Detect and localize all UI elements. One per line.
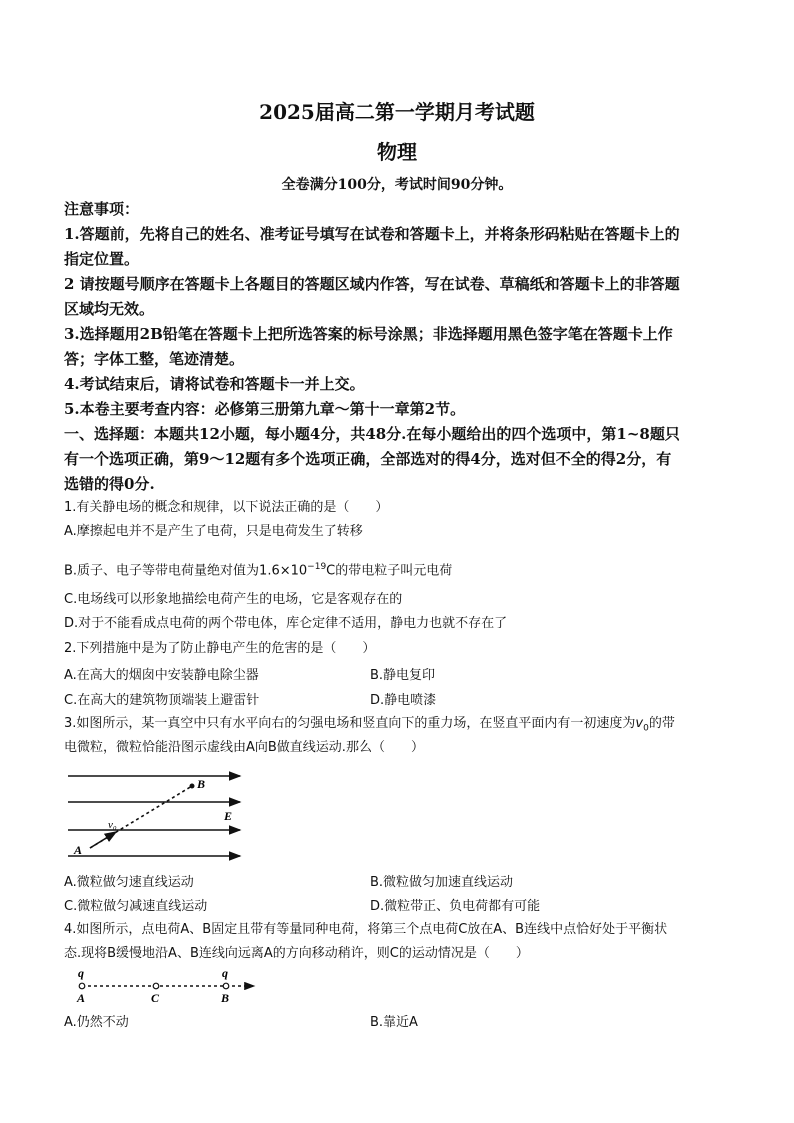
q3-option-b: B.微粒做匀加速直线运动: [370, 875, 514, 890]
label-b: B: [197, 777, 206, 791]
q2-option-b: B.静电复印: [370, 668, 436, 683]
section1-line-c: 选错的得0分.: [64, 475, 155, 493]
q1-stem: 1.有关静电场的概念和规律，以下说法正确的是（ ）: [64, 500, 389, 515]
q3-option-a: A.微粒做匀速直线运动: [64, 875, 194, 890]
label-b: B: [221, 991, 230, 1005]
q2-option-d: D.静电喷漆: [370, 693, 437, 708]
note-2a: 2 请按题号顺序在答题卡上各题目的答题区域内作答，写在试卷、草稿纸和答题卡上的非答题: [64, 275, 680, 293]
q3-stem-a: 3.如图所示，某一真空中只有水平向右的匀强电场和竖直向下的重力场，在竖直平面内有一初速度为$v_0$的带: [64, 716, 675, 734]
exam-title: 2025届高二第一学期月考试题: [259, 100, 535, 124]
q3-option-d: D.微粒带正、负电荷都有可能: [370, 899, 541, 914]
label-c: C: [151, 991, 160, 1005]
label-v0: v₀: [108, 819, 117, 831]
note-3b: 答；字体工整，笔迹清楚。: [64, 350, 245, 368]
note-4: 4.考试结束后，请将试卷和答题卡一并上交。: [64, 375, 365, 393]
note-2b: 区域均无效。: [64, 300, 155, 318]
note-1a: 1.答题前，先将自己的姓名、准考证号填写在试卷和答题卡上，并将条形码粘贴在答题卡上的: [64, 225, 680, 243]
q4-option-a: A.仍然不动: [64, 1015, 129, 1030]
charge-a: [79, 983, 85, 989]
note-1b: 指定位置。: [64, 250, 140, 268]
note-5: 5.本卷主要考查内容：必修第三册第九章～第十一章第2节。: [64, 400, 466, 418]
section1-line-b: 有一个选项正确，第9～12题有多个选项正确，全部选对的得4分，选对但不全的得2分，有: [64, 450, 672, 468]
exam-info: 全卷满分100分，考试时间90分钟。: [281, 177, 513, 193]
q3-figure: [64, 762, 254, 870]
label-a: A: [74, 843, 83, 857]
label-e: E: [224, 809, 233, 823]
q2-option-a: A.在高大的烟囱中安装静电除尘器: [64, 668, 259, 683]
q3-option-c: C.微粒做匀减速直线运动: [64, 899, 208, 914]
q2-stem: 2.下列措施中是为了防止静电产生的危害的是（ ）: [64, 641, 376, 656]
q4-figure: [64, 966, 264, 1008]
label-q-b: q: [222, 966, 228, 980]
note-3a: 3.选择题用2B铅笔在答题卡上把所选答案的标号涂黑；非选择题用黑色签字笔在答题卡上作: [64, 325, 673, 343]
q4-stem-b: 态.现将B缓慢地沿A、B连线向远离A的方向移动稍许，则C的运动情况是（ ）: [64, 946, 529, 961]
q1-option-d: D.对于不能看成点电荷的两个带电体，库仑定律不适用，静电力也就不存在了: [64, 616, 508, 631]
label-q-a: q: [78, 966, 84, 980]
q4-stem-a: 4.如图所示，点电荷A、B固定且带有等量同种电荷，将第三个点电荷C放在A、B连线中点恰好处于平衡状: [64, 922, 668, 937]
charge-c: [153, 983, 159, 989]
q1-option-b: B.质子、电子等带电荷量绝对值为$1.6\times 10^{-19}C$的带电粒子叫元电荷: [64, 562, 453, 579]
charge-b: [223, 983, 229, 989]
subject-title: 物理: [377, 140, 417, 164]
q4-option-b: B.靠近A: [370, 1015, 418, 1030]
q1-option-a: A.摩擦起电并不是产生了电荷，只是电荷发生了转移: [64, 524, 363, 539]
q3-stem-b: 电微粒，微粒恰能沿图示虚线由A向B做直线运动.那么（ ）: [64, 740, 424, 755]
point-b-dot: [190, 784, 195, 789]
velocity-arrow: [90, 832, 116, 848]
q1-option-c: C.电场线可以形象地描绘电荷产生的电场，它是客观存在的: [64, 592, 403, 607]
section1-line-a: 一、选择题：本题共12小题，每小题4分，共48分.在每小题给出的四个选项中，第1~8题只: [64, 425, 680, 443]
label-a: A: [77, 991, 86, 1005]
notes-heading: 注意事项：: [64, 200, 140, 218]
q2-option-c: C.在高大的建筑物顶端装上避雷针: [64, 693, 260, 708]
